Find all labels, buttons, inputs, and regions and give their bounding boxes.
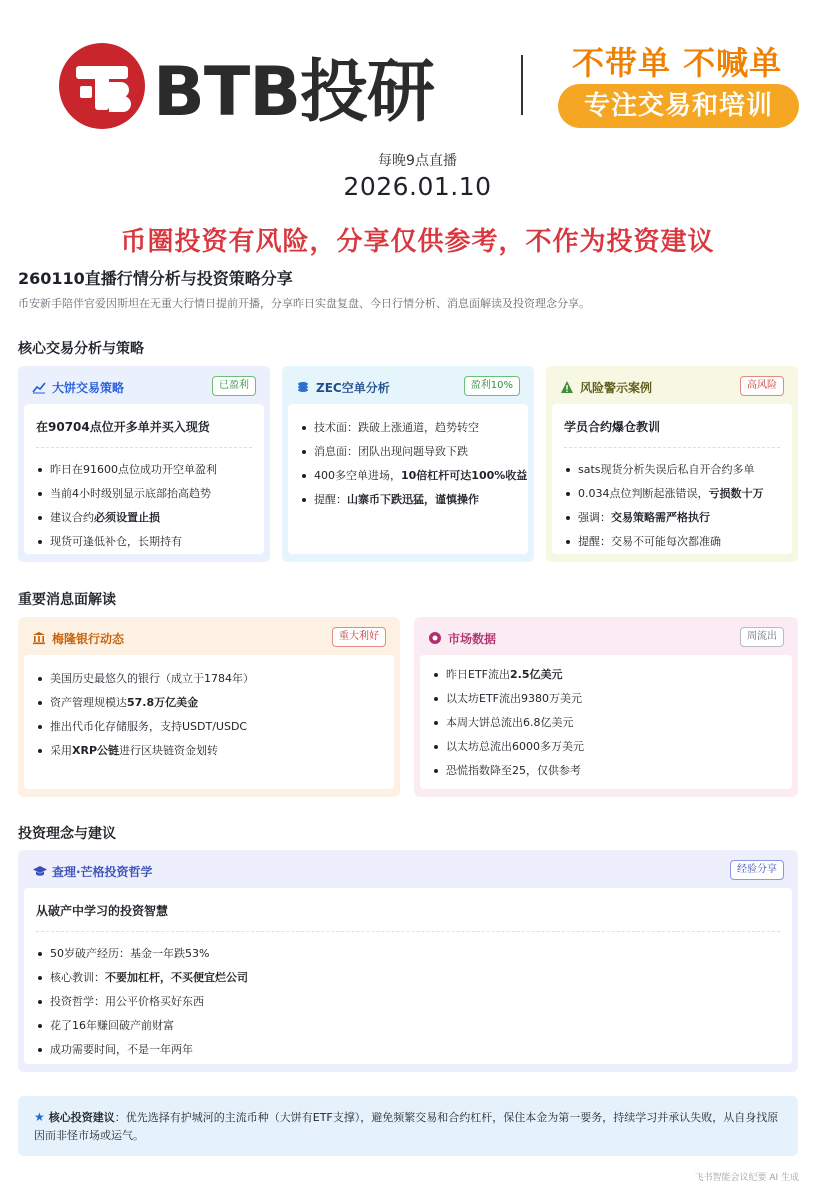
list-item: 以太坊总流出6000多万美元 [432,735,780,759]
list-item: 现货可逢低补仓，长期持有 [36,530,252,554]
card-lead: 从破产中学习的投资智慧 [36,898,780,932]
card-body [24,404,264,554]
list-item: 花了16年赚回破产前财富 [36,1014,780,1038]
footer-credit: 飞书智能会议纪要 AI 生成 [694,1173,799,1183]
list-item: sats现货分析失误后私自开合约多单 [564,458,780,482]
btb-logo-icon [58,42,146,130]
list-item: 资产管理规模达57.8万亿美金 [36,691,382,715]
card-header [288,372,528,404]
list-item: 成功需要时间，不是一年两年 [36,1038,780,1062]
card-body [24,655,394,789]
risk-disclaimer: 币圈投资有风险，分享仅供参考，不作为投资建议 [120,227,715,257]
bullet-list [564,458,780,554]
status-badge: 已盈利 [212,376,256,396]
slogan-pill: 专注交易和培训 [558,84,799,128]
card-munger-philosophy [18,850,798,1072]
card-lead: 在90704点位开多单并买入现货 [36,414,252,448]
list-item: 消息面：团队出现问题导致下跌 [300,440,516,464]
list-item: 本周大饼总流出6.8亿美元 [432,711,780,735]
list-item: 提醒：交易不可能每次都准确 [564,530,780,554]
card-body [420,655,792,789]
card-market-data [414,617,798,797]
list-item: 恐慌指数降至25，仅供参考 [432,759,780,783]
list-item: 美国历史最悠久的银行（成立于1784年） [36,667,382,691]
list-item: 技术面：跌破上涨通道，趋势转空 [300,416,516,440]
card-header [24,856,792,888]
list-item: 建议合约必须设置止损 [36,506,252,530]
bullet-list [36,458,252,554]
document-title: 260110直播行情分析与投资策略分享 [18,269,293,288]
card-header [420,623,792,655]
header [0,0,835,140]
list-item: 50岁破产经历：基金一年跌53% [36,942,780,966]
list-item: 0.034点位判断起涨错误，亏损数十万 [564,482,780,506]
bullet-list [432,663,780,783]
card-zec-analysis [282,366,534,562]
bullet-list [36,942,780,1062]
warning-icon [560,380,574,394]
card-body [24,888,792,1064]
card-title: 大饼交易策略 [52,381,125,395]
slogan: 不带单 不喊单 [572,44,783,82]
status-badge: 高风险 [740,376,784,396]
coins-icon [296,380,310,394]
card-header [24,372,264,404]
broadcast-date: 2026.01.10 [343,172,492,201]
card-header [552,372,792,404]
card-lead: 学员合约爆仓教训 [564,414,780,448]
list-item: 核心教训：不要加杠杆，不买便宜烂公司 [36,966,780,990]
brand-name: BTB投研 [153,53,435,132]
card-title: 风险警示案例 [580,381,653,395]
core-advice-box [18,1096,798,1156]
card-body [552,404,792,554]
list-item: 以太坊ETF流出9380万美元 [432,687,780,711]
chart-line-icon [32,380,46,394]
header-divider [521,55,523,115]
circle-dot-icon [428,631,442,645]
list-item: 强调：交易策略需严格执行 [564,506,780,530]
list-item: 提醒：山寨币下跌迅猛，谨慎操作 [300,488,516,512]
card-btc-strategy [18,366,270,562]
graduation-cap-icon [32,864,46,878]
section-title-news: 重要消息面解读 [18,592,116,608]
card-body [288,404,528,554]
list-item: 400多空单进场，10倍杠杆可达100%收益 [300,464,516,488]
card-title: 市场数据 [448,632,497,646]
list-item: 当前4小时级别显示底部抬高趋势 [36,482,252,506]
section-title-core: 核心交易分析与策略 [18,341,144,357]
card-title: 查理·芒格投资哲学 [52,865,153,879]
bullet-list [36,667,382,763]
advice-label: 核心投资建议 [48,1111,115,1124]
bullet-list [300,416,528,512]
section-title-philosophy: 投资理念与建议 [18,826,116,842]
list-item: 采用XRP公链进行区块链资金划转 [36,739,382,763]
card-bny-news [18,617,400,797]
advice-text: ：优先选择有护城河的主流币种（大饼有ETF支撑），避免频繁交易和合约杠杆，保住本金为第一要务，持续学习并承认失败，从自身找原因而非怪市场或运气。 [34,1111,779,1142]
star-icon: ★ [34,1110,45,1124]
list-item: 昨日ETF流出2.5亿美元 [432,663,780,687]
list-item: 推出代币化存储服务，支持USDT/USDC [36,715,382,739]
card-title: ZEC空单分析 [316,381,390,395]
status-badge: 盈利10% [464,376,520,396]
card-header [24,623,394,655]
card-title: 梅隆银行动态 [52,632,125,646]
status-badge: 重大利好 [332,627,386,647]
bank-icon [32,631,46,645]
document-summary: 币安新手陪伴官爱因斯坦在无重大行情日提前开播，分享昨日实盘复盘、今日行情分析、消息面解读及投资理念分享。 [18,297,590,310]
status-badge: 周流出 [740,627,784,647]
list-item: 投资哲学：用公平价格买好东西 [36,990,780,1014]
status-badge: 经验分享 [730,860,784,880]
list-item: 昨日在91600点位成功开空单盈利 [36,458,252,482]
live-schedule: 每晚9点直播 [378,153,457,169]
card-risk-warning [546,366,798,562]
